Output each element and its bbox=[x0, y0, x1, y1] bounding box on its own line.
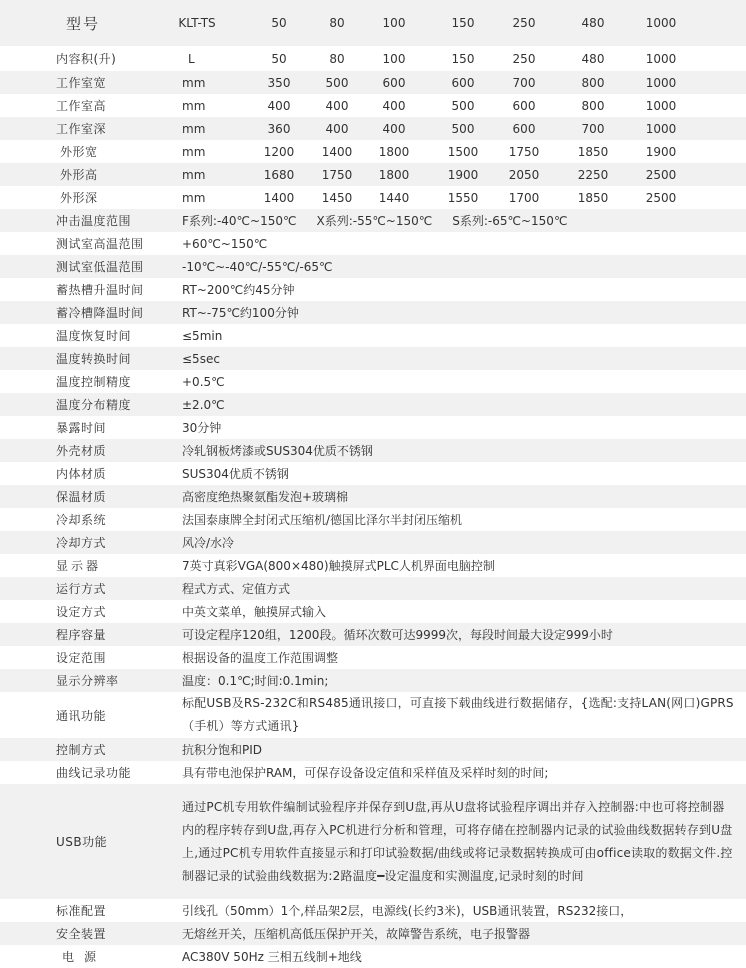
row-label: 蓄热槽升温时间 bbox=[56, 283, 144, 297]
row-value: 根据设备的温度工作范围调整 bbox=[182, 651, 339, 665]
row-label: 工作室深 bbox=[56, 122, 107, 136]
row-value: 700 bbox=[512, 75, 536, 90]
row-unit: mm bbox=[182, 98, 206, 113]
spec-row bbox=[0, 347, 746, 370]
row-label: 外形宽 bbox=[60, 145, 98, 159]
row-value: 2500 bbox=[645, 167, 677, 182]
row-unit: mm bbox=[182, 75, 206, 90]
row-value: 30分钟 bbox=[182, 421, 222, 435]
row-value: 温度：0.1℃;时间:0.1min; bbox=[182, 674, 329, 688]
spec-row bbox=[0, 232, 746, 255]
row-value: 2500 bbox=[645, 190, 677, 205]
row-value: 1000 bbox=[645, 98, 677, 113]
header-size: 150 bbox=[451, 16, 475, 30]
row-value: 1500 bbox=[447, 144, 479, 159]
header-size: 480 bbox=[581, 16, 605, 30]
row-label: 内容积(升) bbox=[56, 52, 117, 66]
dimension-row bbox=[0, 140, 746, 163]
row-unit: L bbox=[188, 51, 195, 66]
spec-row bbox=[0, 600, 746, 623]
spec-row bbox=[0, 646, 746, 669]
row-value: 1200 bbox=[263, 144, 295, 159]
row-label: 外形深 bbox=[60, 191, 98, 205]
row-value: 无熔丝开关，压缩机高低压保护开关，故障警告系统，电子报警器 bbox=[182, 927, 531, 941]
row-value: 700 bbox=[581, 121, 605, 136]
row-value: 800 bbox=[581, 98, 605, 113]
spec-row bbox=[0, 439, 746, 462]
header-model: KLT-TS bbox=[178, 16, 216, 30]
row-value: 800 bbox=[581, 75, 605, 90]
row-value: +0.5℃ bbox=[182, 374, 225, 389]
row-value: 通过PC机专用软件编制试验程序并保存到U盘,再从U盘将试验程序调出并存入控制器:中也可将控制器内的程序转存到U盘,再存入PC机进行分析和管理，可将存储在控制器内记录的试验曲线数据转存到U盘上,通过PC机专用软件直接显示和打印试验数据/曲线或将记录数据转换成可由office读取的数据文件.控制器记录的试验曲线数据为:2路温度━设定温度和实测温度,记录时刻的时间 bbox=[182, 799, 733, 883]
row-value: 引线孔（50mm）1个,样品架2层，电源线(长约3米)，USB通讯装置，RS232接口， bbox=[182, 904, 633, 918]
spec-row-usb bbox=[0, 784, 746, 899]
row-value: +60℃~150℃ bbox=[182, 236, 268, 251]
row-label: 冷却方式 bbox=[56, 536, 107, 550]
spec-row bbox=[0, 416, 746, 439]
row-value: 程式方式、定值方式 bbox=[182, 582, 291, 596]
spec-row bbox=[0, 623, 746, 646]
row-value: 600 bbox=[512, 98, 536, 113]
row-value: 400 bbox=[382, 121, 406, 136]
row-value: 1850 bbox=[577, 190, 609, 205]
row-label: 温度控制精度 bbox=[56, 375, 132, 389]
row-label: 工作室高 bbox=[56, 99, 107, 113]
row-value: 高密度绝热聚氨酯发泡+玻璃棉 bbox=[182, 490, 349, 504]
row-label: 冲击温度范围 bbox=[56, 214, 132, 228]
spec-row bbox=[0, 462, 746, 485]
row-label: 曲线记录功能 bbox=[56, 766, 132, 780]
row-value: 冷轧钢板烤漆或SUS304优质不锈钢 bbox=[182, 444, 373, 458]
row-value: 抗积分饱和PID bbox=[182, 743, 263, 757]
row-label: 冷却系统 bbox=[56, 513, 107, 527]
row-value: 1680 bbox=[263, 167, 295, 182]
row-value: 600 bbox=[512, 121, 536, 136]
row-value: 1000 bbox=[645, 75, 677, 90]
row-label: 设定范围 bbox=[56, 651, 107, 665]
row-value: SUS304优质不锈钢 bbox=[182, 467, 289, 481]
row-label: 工作室宽 bbox=[56, 76, 107, 90]
row-value: 500 bbox=[325, 75, 349, 90]
spec-row bbox=[0, 278, 746, 301]
row-value: 法国泰康牌全封闭式压缩机/德国比泽尔半封闭压缩机 bbox=[182, 513, 463, 527]
row-value: 1000 bbox=[645, 51, 677, 66]
row-value: 350 bbox=[267, 75, 291, 90]
header-size: 250 bbox=[512, 16, 536, 30]
row-value: 1800 bbox=[378, 144, 410, 159]
row-value: 1850 bbox=[577, 144, 609, 159]
row-label: 设定方式 bbox=[56, 605, 107, 619]
row-unit: mm bbox=[182, 190, 206, 205]
row-value: 400 bbox=[325, 98, 349, 113]
row-value: 可设定程序120组，1200段。循环次数可达9999次，每段时间最大设定999小时 bbox=[182, 628, 613, 642]
row-value: 1750 bbox=[321, 167, 353, 182]
spec-row bbox=[0, 370, 746, 393]
shock-range-x: X系列:-55℃~150℃ bbox=[316, 214, 433, 228]
spec-row bbox=[0, 899, 746, 922]
row-value: 7英寸真彩VGA(800×480)触摸屏式PLC人机界面电脑控制 bbox=[182, 559, 495, 573]
row-label: 显示器 bbox=[56, 559, 102, 573]
spec-row bbox=[0, 531, 746, 554]
spec-row bbox=[0, 485, 746, 508]
row-value: 中英文菜单，触摸屏式输入 bbox=[182, 605, 327, 619]
row-label: 测试室高温范围 bbox=[56, 237, 144, 251]
row-value: 80 bbox=[329, 51, 345, 66]
shock-range-f: F系列:-40℃~150℃ bbox=[182, 214, 297, 228]
spec-row-communication bbox=[0, 692, 746, 738]
row-label: 标准配置 bbox=[56, 904, 107, 918]
row-label: 温度恢复时间 bbox=[56, 329, 132, 343]
row-value: 1000 bbox=[645, 121, 677, 136]
row-label: 蓄冷槽降温时间 bbox=[56, 306, 144, 320]
spec-row-shock-range bbox=[0, 209, 746, 232]
row-value: 360 bbox=[267, 121, 291, 136]
row-value: ±2.0℃ bbox=[182, 397, 225, 412]
row-value: 2250 bbox=[577, 167, 609, 182]
row-value: ≤5sec bbox=[182, 351, 220, 366]
row-value: AC380V 50Hz 三相五线制+地线 bbox=[182, 950, 362, 964]
spec-row bbox=[0, 577, 746, 600]
spec-row bbox=[0, 393, 746, 416]
row-label: 测试室低温范围 bbox=[56, 260, 144, 274]
row-value: 480 bbox=[581, 51, 605, 66]
spec-row bbox=[0, 761, 746, 784]
row-label: 程序容量 bbox=[56, 628, 107, 642]
header-size: 1000 bbox=[645, 16, 677, 30]
row-value: 250 bbox=[512, 51, 536, 66]
row-label: 内体材质 bbox=[56, 467, 107, 481]
row-value: 400 bbox=[267, 98, 291, 113]
row-label: 安全装置 bbox=[56, 927, 107, 941]
dimension-row bbox=[0, 186, 746, 209]
header-size: 50 bbox=[271, 16, 287, 30]
spec-row bbox=[0, 255, 746, 278]
row-value: 1440 bbox=[378, 190, 410, 205]
row-label: 运行方式 bbox=[56, 582, 107, 596]
row-value: 600 bbox=[451, 75, 475, 90]
row-value: 1400 bbox=[263, 190, 295, 205]
row-value: 400 bbox=[382, 98, 406, 113]
header-row bbox=[0, 0, 746, 46]
row-value: 风冷/水冷 bbox=[182, 536, 235, 550]
dimension-row bbox=[0, 117, 746, 140]
spec-row bbox=[0, 922, 746, 945]
row-value: ≤5min bbox=[182, 328, 223, 343]
row-label: 控制方式 bbox=[56, 743, 107, 757]
spec-row bbox=[0, 738, 746, 761]
header-size: 80 bbox=[329, 16, 345, 30]
row-value: 1900 bbox=[447, 167, 479, 182]
row-value: 1700 bbox=[508, 190, 540, 205]
shock-range-values bbox=[182, 209, 587, 232]
row-value: 50 bbox=[271, 51, 287, 66]
spec-row bbox=[0, 669, 746, 692]
row-label: USB功能 bbox=[56, 835, 108, 849]
row-unit: mm bbox=[182, 121, 206, 136]
row-value: 500 bbox=[451, 121, 475, 136]
row-value: 500 bbox=[451, 98, 475, 113]
row-label: 通讯功能 bbox=[56, 708, 107, 723]
row-value: 具有带电池保护RAM，可保存设备设定值和采样值及采样时刻的时间; bbox=[182, 766, 549, 780]
row-unit: mm bbox=[182, 167, 206, 182]
row-label: 外形高 bbox=[60, 168, 98, 182]
dimension-row bbox=[0, 163, 746, 186]
row-value: 150 bbox=[451, 51, 475, 66]
spec-row bbox=[0, 554, 746, 577]
spec-row bbox=[0, 508, 746, 531]
row-value: 1550 bbox=[447, 190, 479, 205]
header-size: 100 bbox=[382, 16, 406, 30]
row-value: 1400 bbox=[321, 144, 353, 159]
row-value: 1800 bbox=[378, 167, 410, 182]
spec-row bbox=[0, 324, 746, 347]
row-label: 显示分辨率 bbox=[56, 674, 119, 688]
spec-row bbox=[0, 301, 746, 324]
row-value: 标配USB及RS-232C和RS485通讯接口，可直接下载曲线进行数据储存，{选配:支持LAN(网口)GPRS（手机）等方式通讯} bbox=[182, 696, 734, 733]
row-label: 温度转换时间 bbox=[56, 352, 132, 366]
row-value: 600 bbox=[382, 75, 406, 90]
row-value: RT~200℃约45分钟 bbox=[182, 283, 295, 297]
row-label: 保温材质 bbox=[56, 490, 107, 504]
row-unit: mm bbox=[182, 144, 206, 159]
spec-row bbox=[0, 945, 746, 968]
row-label: 暴露时间 bbox=[56, 421, 107, 435]
row-value: 2050 bbox=[508, 167, 540, 182]
dimension-row bbox=[0, 94, 746, 117]
dimension-row bbox=[0, 46, 746, 71]
row-value: 400 bbox=[325, 121, 349, 136]
row-value: 100 bbox=[382, 51, 406, 66]
header-title: 型号 bbox=[66, 14, 101, 33]
row-label: 电源 bbox=[62, 950, 107, 964]
shock-range-s: S系列:-65℃~150℃ bbox=[452, 214, 568, 228]
dimension-row bbox=[0, 71, 746, 94]
row-value: 1900 bbox=[645, 144, 677, 159]
row-label: 温度分布精度 bbox=[56, 398, 132, 412]
row-value: RT~-75℃约100分钟 bbox=[182, 306, 299, 320]
row-value: 1450 bbox=[321, 190, 353, 205]
row-label: 外壳材质 bbox=[56, 444, 107, 458]
row-value: -10℃~-40℃/-55℃/-65℃ bbox=[182, 259, 333, 274]
row-value: 1750 bbox=[508, 144, 540, 159]
